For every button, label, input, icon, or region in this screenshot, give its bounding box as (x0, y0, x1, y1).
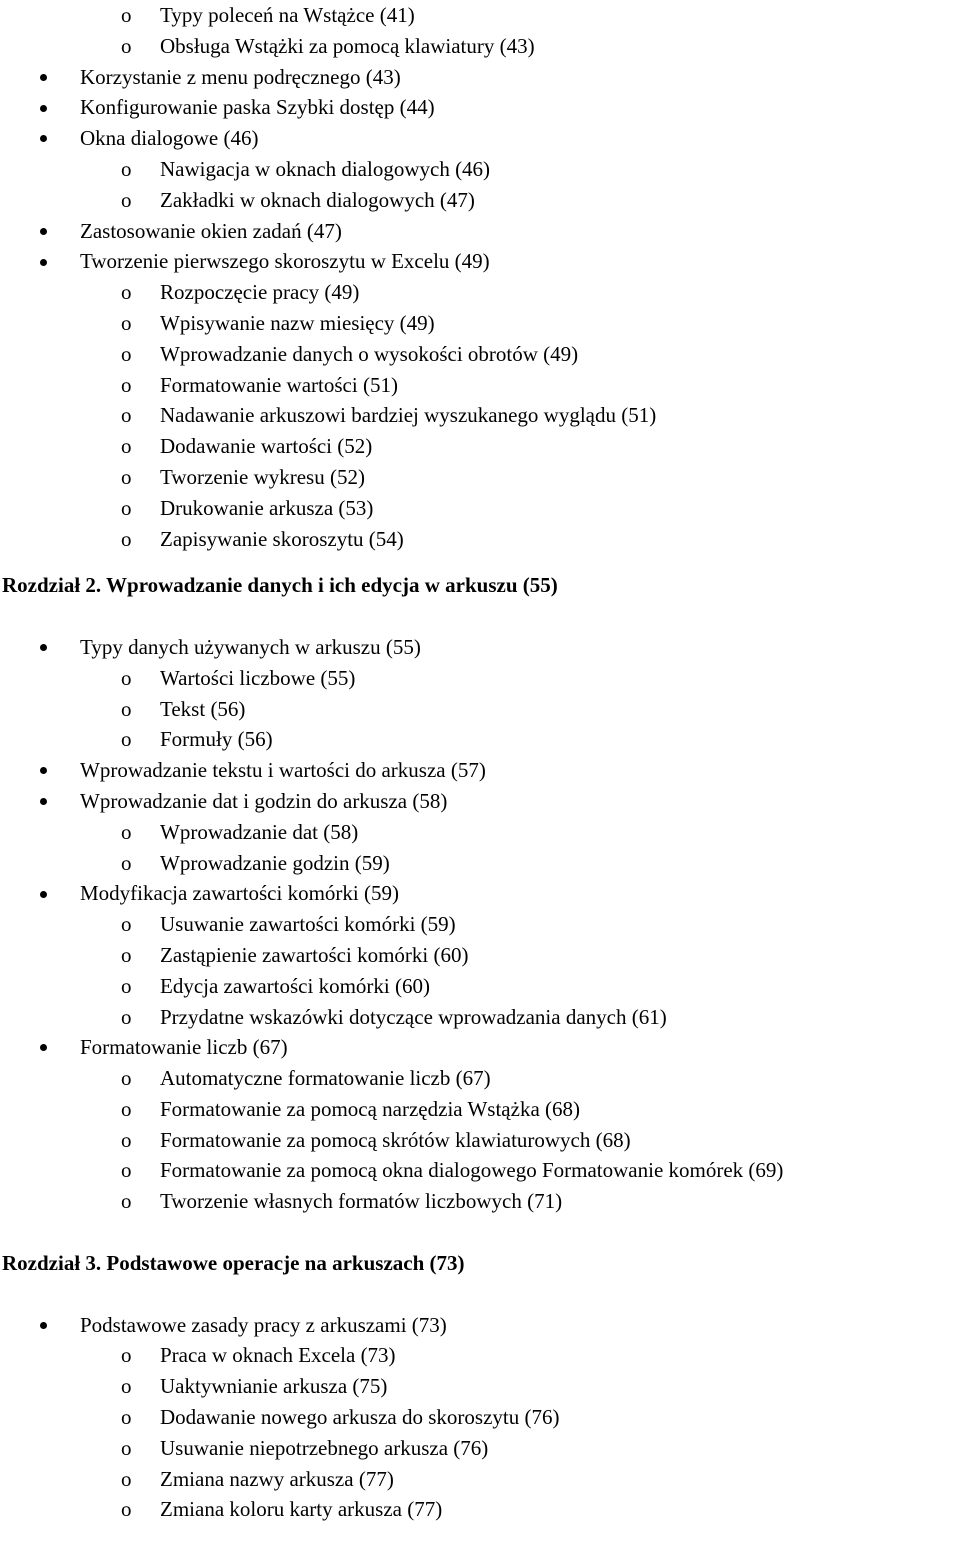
toc-subentry (0, 1402, 960, 1433)
toc-entry-text: Wartości liczbowe (55) (160, 665, 356, 690)
toc-entry-text: Automatyczne formatowanie liczb (67) (160, 1066, 491, 1091)
circle-bullet-icon: o (121, 696, 132, 721)
circle-bullet-icon: o (121, 33, 132, 58)
circle-bullet-icon: o (121, 1435, 132, 1460)
circle-bullet-icon: o (121, 280, 132, 305)
toc-entry-text: Tworzenie pierwszego skoroszytu w Excelu (49) (80, 249, 490, 274)
circle-bullet-icon: o (121, 1158, 132, 1183)
toc-entry-text: Zastosowanie okien zadań (47) (80, 218, 342, 243)
toc-subentry (0, 31, 960, 62)
toc-entry (0, 92, 960, 123)
toc-entry (0, 632, 960, 663)
chapter-heading: Rozdział 3. Podstawowe operacje na arkuszach (73) (2, 1251, 465, 1276)
bullet-icon (40, 92, 47, 123)
toc-subentry (0, 370, 960, 401)
circle-bullet-icon: o (121, 156, 132, 181)
toc-entry-text: Praca w oknach Excela (73) (160, 1343, 396, 1368)
bullet-icon (40, 246, 47, 277)
toc-entry-text: Usuwanie niepotrzebnego arkusza (76) (160, 1435, 489, 1460)
toc-entry (0, 786, 960, 817)
toc-subentry (0, 1063, 960, 1094)
bullet-icon (40, 123, 47, 154)
toc-entry (0, 755, 960, 786)
circle-bullet-icon: o (121, 1466, 132, 1491)
toc-entry-text: Typy danych używanych w arkuszu (55) (80, 634, 421, 659)
circle-bullet-icon: o (121, 1497, 132, 1522)
circle-bullet-icon: o (121, 464, 132, 489)
bullet-dot-icon (40, 1044, 47, 1051)
bullet-dot-icon (40, 891, 47, 898)
toc-subentry (0, 339, 960, 370)
circle-bullet-icon: o (121, 187, 132, 212)
toc-subentry (0, 1186, 960, 1217)
toc-entry-text: Rozpoczęcie pracy (49) (160, 280, 360, 305)
spacer (0, 554, 960, 570)
circle-bullet-icon: o (121, 973, 132, 998)
toc-subentry (0, 848, 960, 879)
toc-subentry (0, 1002, 960, 1033)
toc-entry-text: Zmiana koloru karty arkusza (77) (160, 1497, 443, 1522)
toc-entry-text: Formatowanie za pomocą skrótów klawiaturowych (68) (160, 1127, 631, 1152)
circle-bullet-icon: o (121, 310, 132, 335)
toc-subentry (0, 400, 960, 431)
toc-entry-text: Wprowadzanie dat (58) (160, 819, 359, 844)
toc-entry-text: Dodawanie wartości (52) (160, 434, 373, 459)
bullet-dot-icon (40, 798, 47, 805)
toc-subentry (0, 1155, 960, 1186)
bullet-dot-icon (40, 74, 47, 81)
toc-entry-text: Wprowadzanie tekstu i wartości do arkusza (57) (80, 758, 486, 783)
bullet-icon (40, 216, 47, 247)
circle-bullet-icon: o (121, 1096, 132, 1121)
toc-subentry (0, 0, 960, 31)
toc-entry-text: Obsługa Wstążki za pomocą klawiatury (43) (160, 33, 535, 58)
toc-subentry (0, 1433, 960, 1464)
toc-entry-text: Zastąpienie zawartości komórki (60) (160, 942, 469, 967)
toc-entry (0, 1032, 960, 1063)
toc-entry-text: Tworzenie własnych formatów liczbowych (71) (160, 1189, 563, 1214)
bullet-icon (40, 878, 47, 909)
circle-bullet-icon: o (121, 912, 132, 937)
toc-entry-text: Modyfikacja zawartości komórki (59) (80, 881, 399, 906)
toc-entry-text: Nadawanie arkuszowi bardziej wyszukanego wyglądu (51) (160, 403, 657, 428)
toc-list (0, 1310, 960, 1526)
toc-subentry (0, 462, 960, 493)
bullet-icon (40, 62, 47, 93)
circle-bullet-icon: o (121, 434, 132, 459)
toc-subentry (0, 971, 960, 1002)
toc-subentry (0, 524, 960, 555)
toc-entry-text: Tekst (56) (160, 696, 246, 721)
bullet-dot-icon (40, 259, 47, 266)
toc-list (0, 632, 960, 1217)
toc-entry-text: Zakładki w oknach dialogowych (47) (160, 187, 475, 212)
circle-bullet-icon: o (121, 1343, 132, 1368)
toc-subentry (0, 1494, 960, 1525)
toc-entry-text: Drukowanie arkusza (53) (160, 495, 374, 520)
toc-entry-text: Typy poleceń na Wstążce (41) (160, 3, 415, 27)
toc-subentry (0, 277, 960, 308)
toc-entry-text: Wprowadzanie danych o wysokości obrotów (49) (160, 341, 579, 366)
toc-entry-text: Okna dialogowe (46) (80, 126, 259, 151)
bullet-icon (40, 1310, 47, 1341)
toc-list (0, 0, 960, 554)
toc-entry-text: Wprowadzanie dat i godzin do arkusza (58) (80, 788, 448, 813)
bullet-dot-icon (40, 105, 47, 112)
toc-entry (0, 216, 960, 247)
bullet-dot-icon (40, 1322, 47, 1329)
circle-bullet-icon: o (121, 727, 132, 752)
circle-bullet-icon: o (121, 341, 132, 366)
toc-subentry (0, 817, 960, 848)
circle-bullet-icon: o (121, 665, 132, 690)
toc-entry-text: Formatowanie za pomocą narzędzia Wstążka (68) (160, 1096, 580, 1121)
toc-entry-text: Dodawanie nowego arkusza do skoroszytu (76) (160, 1405, 560, 1430)
toc-entry (0, 878, 960, 909)
toc-subentry (0, 694, 960, 725)
toc-subentry (0, 1094, 960, 1125)
toc-entry-text: Korzystanie z menu podręcznego (43) (80, 64, 401, 89)
circle-bullet-icon: o (121, 526, 132, 551)
toc-entry-text: Zmiana nazwy arkusza (77) (160, 1466, 394, 1491)
toc-entry-text: Zapisywanie skoroszytu (54) (160, 526, 404, 551)
bullet-icon (40, 786, 47, 817)
circle-bullet-icon: o (121, 819, 132, 844)
toc-subentry (0, 185, 960, 216)
toc-entry (0, 246, 960, 277)
toc-section-continued (0, 0, 960, 554)
toc-entry (0, 1310, 960, 1341)
toc-entry-text: Wpisywanie nazw miesięcy (49) (160, 310, 435, 335)
toc-entry-text: Nawigacja w oknach dialogowych (46) (160, 156, 491, 181)
toc-entry-text: Wprowadzanie godzin (59) (160, 850, 390, 875)
toc-subentry (0, 1464, 960, 1495)
toc-entry-text: Przydatne wskazówki dotyczące wprowadzania danych (61) (160, 1004, 667, 1029)
circle-bullet-icon: o (121, 1066, 132, 1091)
toc-subentry (0, 431, 960, 462)
toc-entry-text: Formuły (56) (160, 727, 273, 752)
circle-bullet-icon: o (121, 1405, 132, 1430)
toc-entry-text: Formatowanie liczb (67) (80, 1035, 288, 1060)
toc-subentry (0, 724, 960, 755)
chapter-2 (0, 570, 960, 1217)
circle-bullet-icon: o (121, 1189, 132, 1214)
toc-entry-text: Formatowanie za pomocą okna dialogowego Formatowanie komórek (69) (160, 1158, 784, 1183)
chapter-3 (0, 1248, 960, 1525)
circle-bullet-icon: o (121, 1127, 132, 1152)
toc-subentry (0, 940, 960, 971)
toc-subentry (0, 1340, 960, 1371)
toc-entry-text: Edycja zawartości komórki (60) (160, 973, 430, 998)
toc-entry (0, 62, 960, 93)
spacer (0, 1279, 960, 1310)
toc-subentry (0, 909, 960, 940)
circle-bullet-icon: o (121, 372, 132, 397)
circle-bullet-icon: o (121, 403, 132, 428)
bullet-dot-icon (40, 135, 47, 142)
toc-subentry (0, 663, 960, 694)
toc-entry-text: Usuwanie zawartości komórki (59) (160, 912, 456, 937)
circle-bullet-icon: o (121, 1004, 132, 1029)
bullet-dot-icon (40, 767, 47, 774)
circle-bullet-icon: o (121, 495, 132, 520)
toc-subentry (0, 308, 960, 339)
circle-bullet-icon: o (121, 1374, 132, 1399)
bullet-dot-icon (40, 644, 47, 651)
toc-subentry (0, 154, 960, 185)
toc-subentry (0, 1371, 960, 1402)
toc-entry-text: Formatowanie wartości (51) (160, 372, 398, 397)
circle-bullet-icon: o (121, 942, 132, 967)
spacer (0, 601, 960, 632)
toc-subentry (0, 493, 960, 524)
chapter-heading: Rozdział 2. Wprowadzanie danych i ich edycja w arkuszu (55) (2, 573, 558, 598)
bullet-icon (40, 755, 47, 786)
toc-entry-text: Podstawowe zasady pracy z arkuszami (73) (80, 1312, 447, 1337)
spacer (0, 1217, 960, 1248)
toc-entry (0, 123, 960, 154)
circle-bullet-icon: o (121, 3, 132, 27)
toc-entry-text: Uaktywnianie arkusza (75) (160, 1374, 388, 1399)
toc-entry-text: Konfigurowanie paska Szybki dostęp (44) (80, 95, 435, 120)
toc-entry-text: Tworzenie wykresu (52) (160, 464, 365, 489)
bullet-icon (40, 1032, 47, 1063)
toc-subentry (0, 1125, 960, 1156)
bullet-dot-icon (40, 228, 47, 235)
circle-bullet-icon: o (121, 850, 132, 875)
bullet-icon (40, 632, 47, 663)
